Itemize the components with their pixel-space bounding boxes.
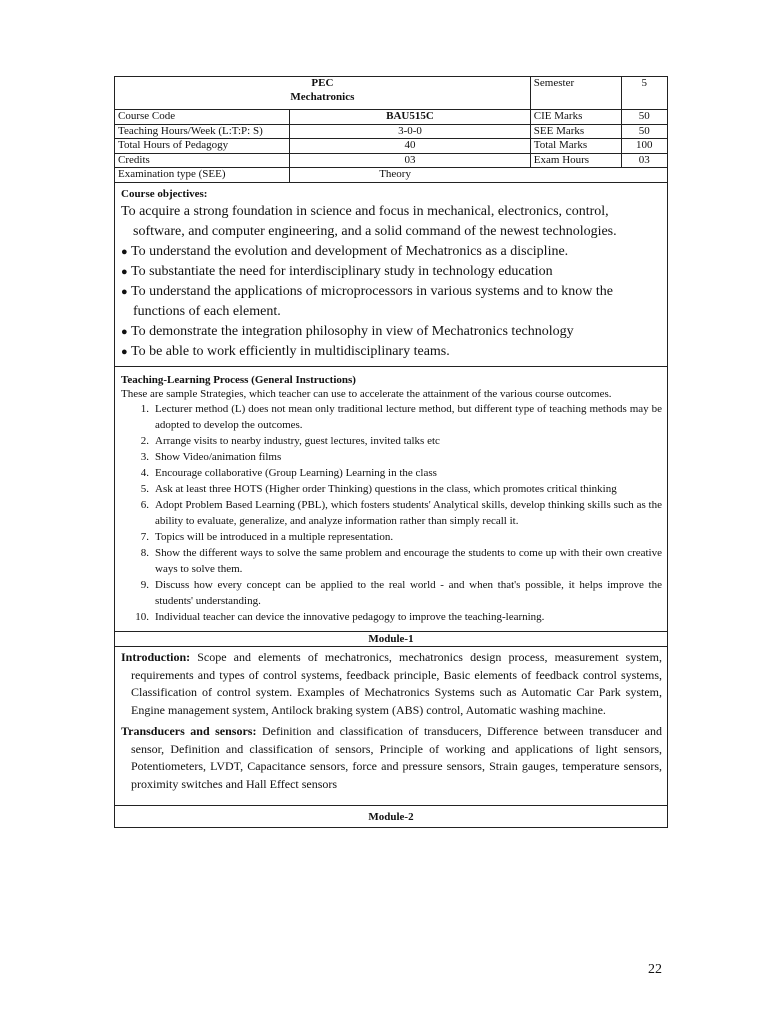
page-number: 22 xyxy=(648,962,662,977)
objective-item: ● To understand the evolution and development of Mechatronics as a discipline. xyxy=(121,242,662,262)
module2-heading-row xyxy=(115,806,668,828)
objective-item: ● To demonstrate the integration philosophy in view of Mechatronics technology xyxy=(121,322,662,342)
course-table xyxy=(114,76,668,828)
teaching-item: 9. Discuss how every concept can be applied to the real world - and when that's possible, it helps improve the students' understanding. xyxy=(140,578,662,607)
info-value2: 100 xyxy=(621,139,667,154)
bullet-icon: ● xyxy=(121,285,128,298)
teaching-item: 10. Individual teacher can device the innovative pedagogy to improve the teaching-learning. xyxy=(135,610,545,623)
module1-introduction xyxy=(121,649,662,719)
teaching-item: 7. Topics will be introduced in a multiple representation. xyxy=(140,530,394,543)
bullet-icon: ● xyxy=(121,265,128,278)
teaching-item: 5. Ask at least three HOTS (Higher order Thinking) questions in the class, which promotes critical thinking xyxy=(140,482,617,495)
semester-value: 5 xyxy=(621,77,667,110)
objectives-cell xyxy=(115,182,668,366)
info-label2: SEE Marks xyxy=(530,124,621,139)
teaching-item: 4. Encourage collaborative (Group Learning) Learning in the class xyxy=(140,466,437,479)
info-label: Teaching Hours/Week (L:T:P: S) xyxy=(115,124,290,139)
module1-content xyxy=(115,647,668,806)
info-row xyxy=(115,110,668,125)
info-row xyxy=(115,139,668,154)
info-value2: 50 xyxy=(621,110,667,125)
objectives-row xyxy=(115,182,668,366)
introduction-keyword: Introduction: xyxy=(121,650,191,664)
exam-type-label: Examination type (SEE) xyxy=(115,168,290,183)
info-label2: Exam Hours xyxy=(530,153,621,168)
teaching-item: 8. Show the different ways to solve the same problem and encourage the students to come up with their own creative ways to solve them. xyxy=(140,546,662,575)
objective-item: ● To understand the applications of microprocessors in various systems and to know the functions of each element. xyxy=(121,283,613,319)
module1-transducers xyxy=(121,723,662,793)
transducers-keyword: Transducers and sensors: xyxy=(121,724,257,738)
introduction-text: Scope and elements of mechatronics, mechatronics design process, measurement system, requirements and types of control systems, feedback principle, Basic elements of feedback control systems, Classification of control system. Examples of Mechatronics Systems such as Automatic Car Park system, Engine management system, Antilock braking system (ABS) control, Automatic washing machine. xyxy=(131,650,662,717)
module2-heading: Module-2 xyxy=(115,806,668,828)
transducers-text: Definition and classification of transducers, Difference between transducer and sensor, Definition and classification of sensors, Principle of working and applications of light sensors, Potentiometers, LVDT, Capacitance sensors, force and pressure sensors, Strain gauges, temperature sensors, proximity switches and Hall Effect sensors xyxy=(131,724,662,791)
objectives-intro: To acquire a strong foundation in science and focus in mechanical, electronics, control, software, and computer engineering, and a solid command of the newest technologies. xyxy=(121,203,617,239)
semester-label: Semester xyxy=(530,77,621,110)
course-header-row xyxy=(115,77,668,110)
info-label2: Total Marks xyxy=(530,139,621,154)
module1-heading: Module-1 xyxy=(115,631,668,647)
teaching-intro: These are sample Strategies, which teacher can use to accelerate the attainment of the various course outcomes. xyxy=(121,387,612,400)
info-value2: 03 xyxy=(621,153,667,168)
teaching-list xyxy=(121,401,662,625)
teaching-item: 1. Lecturer method (L) does not mean only traditional lecture method, but different type of teaching methods may be adopted to develop the outcomes. xyxy=(140,402,662,431)
teaching-row xyxy=(115,366,668,631)
teaching-item: 2. Arrange visits to nearby industry, guest lectures, invited talks etc xyxy=(140,434,440,447)
course-title: Mechatronics xyxy=(290,90,355,103)
objective-item: ● To substantiate the need for interdisciplinary study in technology education xyxy=(121,262,662,282)
exam-type-value: Theory xyxy=(290,168,668,183)
info-label: Total Hours of Pedagogy xyxy=(115,139,290,154)
teaching-heading: Teaching-Learning Process (General Instructions) xyxy=(121,373,356,386)
objective-item: ● To be able to work efficiently in multidisciplinary teams. xyxy=(121,342,662,362)
module1-content-row xyxy=(115,647,668,806)
course-title-cell xyxy=(115,77,531,110)
module1-heading-row xyxy=(115,631,668,647)
info-value: 40 xyxy=(290,139,531,154)
bullet-icon: ● xyxy=(121,345,128,358)
info-value: 3-0-0 xyxy=(290,124,531,139)
info-value: BAU515C xyxy=(290,110,531,125)
info-row xyxy=(115,124,668,139)
info-value2: 50 xyxy=(621,124,667,139)
teaching-item: 6. Adopt Problem Based Learning (PBL), which fosters students' Analytical skills, develop thinking skills such as the ability to evaluate, generalize, and analyze information rather than simply recall it. xyxy=(140,498,662,527)
info-label2: CIE Marks xyxy=(530,110,621,125)
course-category: PEC xyxy=(311,77,334,89)
teaching-item: 3. Show Video/animation films xyxy=(140,450,282,463)
objectives-heading: Course objectives: xyxy=(121,187,208,200)
info-label: Credits xyxy=(115,153,290,168)
teaching-cell xyxy=(115,366,668,631)
exam-type-row xyxy=(115,168,668,183)
objectives-list xyxy=(121,242,662,362)
info-label: Course Code xyxy=(115,110,290,125)
bullet-icon: ● xyxy=(121,325,128,338)
info-row xyxy=(115,153,668,168)
info-value: 03 xyxy=(290,153,531,168)
bullet-icon: ● xyxy=(121,245,128,258)
